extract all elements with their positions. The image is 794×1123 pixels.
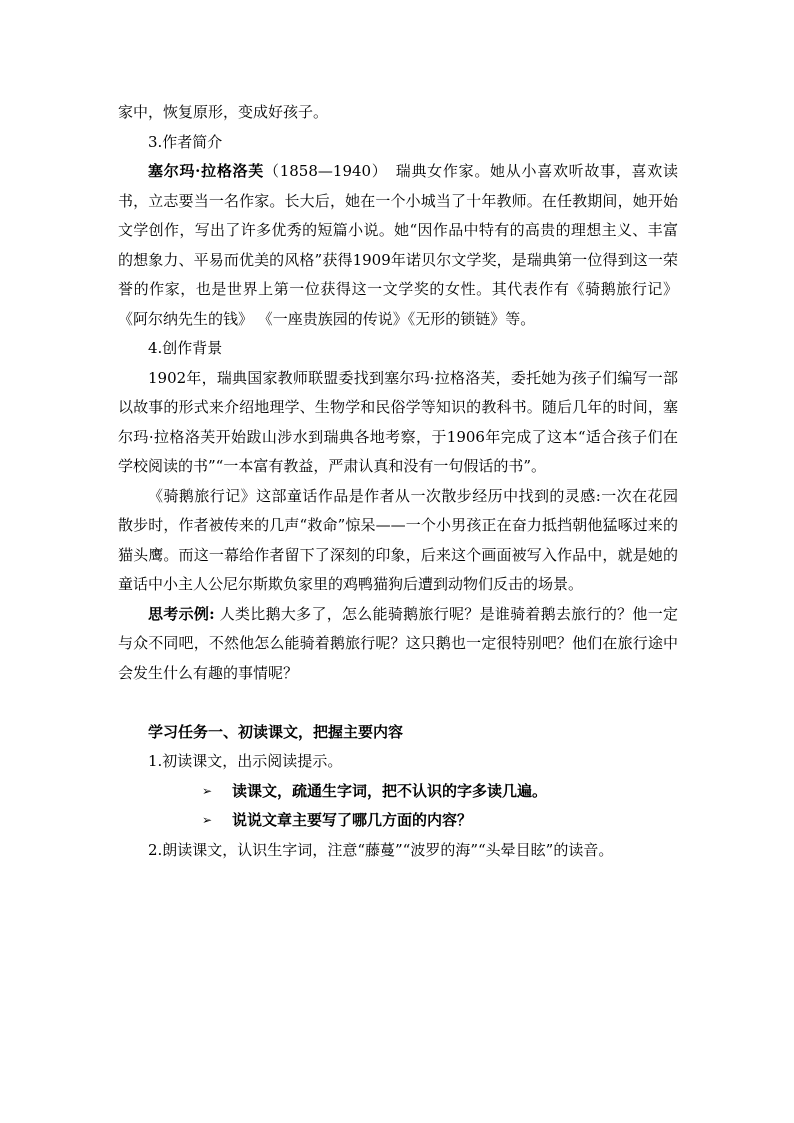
paragraph-background-1: 1902年，瑞典国家教师联盟委找到塞尔玛·拉格洛芙，委托她为孩子们编写一部以故事的形式来介绍地理学、生物学和民俗学等知识的教科书。随后几年的时间，塞尔玛·拉格洛芙开始跋山涉水到瑞典各地考察，于1906年完成了这本“适合孩子们在学校阅读的书”“一本富有教益，严肃认真和没有一句假话的书”。	[118, 368, 678, 475]
author-intro-text: 瑞典女作家。她从小喜欢听故事，喜欢读书，立志要当一名作家。长大后，她在一个小城当了十年教师。在任教期间，她开始文学创作，写出了许多优秀的短篇小说。她“因作品中特有的高贵的理想主义、丰富的想象力、平易而优美的风格”获得1909年诺贝尔文学奖，是瑞典第一位得到这一荣誉的作家，也是世界上第一位获得这一文学奖的女性。其代表作有《骑鹅旅行记》《阿尔纳先生的钱》 《一座贵族园的传说》《无形的锁链》等。	[118, 162, 678, 328]
bullet-item-2	[118, 806, 678, 836]
arrow-bullet-icon: ➢	[202, 813, 213, 827]
heading-background: 4.创作背景	[148, 339, 223, 357]
bullet-item-2-text: 说说文章主要写了哪几方面的内容？	[232, 811, 473, 829]
heading-author-intro: 3.作者简介	[148, 132, 223, 151]
task-step-2: 2.朗读课文，认识生字词，注意“藤蔓”“波罗的海”“头晕目眩”的读音。	[148, 840, 614, 859]
think-text: 人类比鹅大多了，怎么能骑鹅旅行呢？是谁骑着鹅去旅行的？他一定与众不同吧，不然他怎么能骑着鹅旅行呢？这只鹅也一定很特别吧？他们在旅行途中会发生什么有趣的事情呢？	[118, 604, 678, 682]
paragraph-author-intro	[118, 157, 678, 334]
paragraph-think-example	[118, 600, 678, 689]
paragraph-intro-end: 家中，恢复原形，变成好孩子。	[118, 103, 329, 121]
paragraph-background-2: 《骑鹅旅行记》这部童话作品是作者从一次散步经历中找到的灵感:一次在花园散步时，作者被传来的几声“救命”惊呆——一个小男孩正在奋力抵挡朝他猛啄过来的猫头鹰。而这一幕给作者留下了深刻的印象，后来这个画面被写入作品中，就是她的童话中小主人公尼尔斯欺负家里的鸡鸭猫狗后遭到动物们反击的场景。	[118, 486, 678, 593]
author-name: 塞尔玛·拉格洛芙	[148, 162, 264, 180]
document-body	[118, 98, 678, 865]
think-label: 思考示例:	[148, 604, 215, 623]
author-years: （1858—1940）	[264, 162, 381, 180]
bullet-item-1	[118, 777, 678, 807]
arrow-bullet-icon: ➢	[202, 783, 213, 798]
task-title: 学习任务一、初读课文，把握主要内容	[148, 722, 404, 741]
task-step-1: 1.初读课文，出示阅读提示。	[148, 752, 343, 770]
bullet-item-1-text: 读课文，疏通生字词，把不认识的字多读几遍。	[232, 781, 548, 800]
